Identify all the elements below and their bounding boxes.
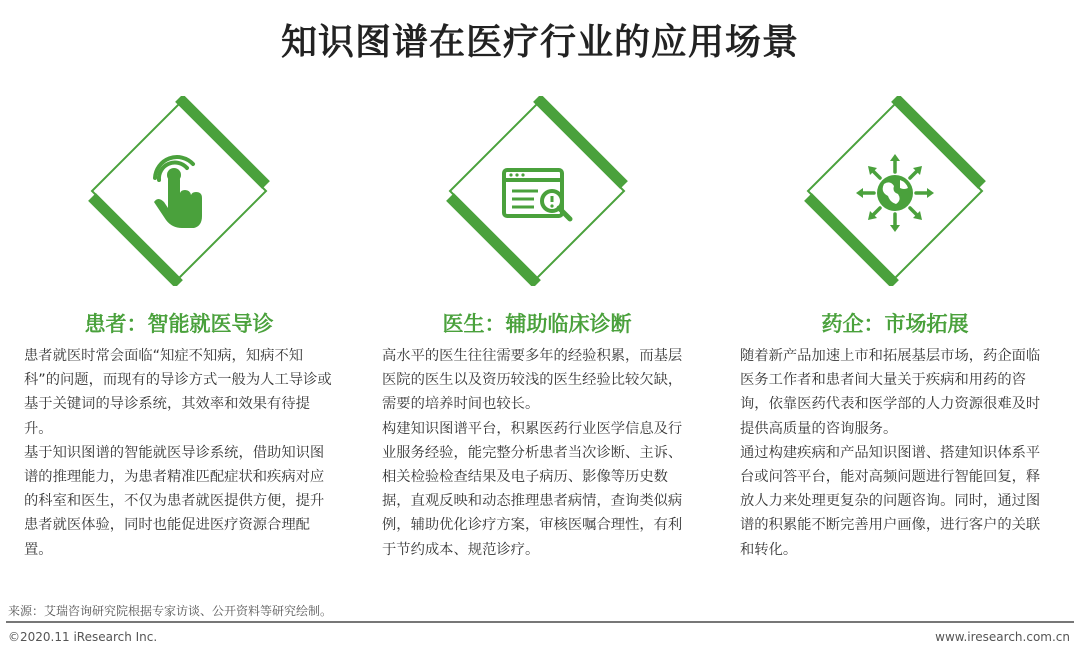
globe-expand-icon [800,96,990,286]
card-paragraph: 随着新产品加速上市和拓展基层市场，药企面临医务工作者和患者间大量关于疾病和用药的咨询，依靠医药代表和医学部的人力资源很难及时提供高质量的咨询服务。 [740,348,1041,437]
copyright: ©2020.11 iResearch Inc. [8,630,158,644]
diamond-frame [442,96,632,286]
card-paragraph: 患者就医时常会面临“知症不知病，知病不知科”的问题，而现有的导诊方式一般为人工导诊或基于关键词的导诊系统，其效率和效果有待提升。 [24,348,332,437]
card-pharma [730,96,1060,562]
page-title: 知识图谱在医疗行业的应用场景 [280,22,799,63]
web-search-icon [442,96,632,286]
diamond-frame [84,96,274,286]
hand-touch-icon [84,96,274,286]
card-patient [14,96,344,562]
website-link[interactable]: www.iresearch.com.cn [935,630,1070,644]
card-paragraph: 通过构建疾病和产品知识图谱、搭建知识体系平台或问答平台，能对高频问题进行智能回复，释放人力来处理更复杂的问题咨询。同时，通过图谱的积累能不断完善用户画像，进行客户的关联和转化。 [740,444,1041,558]
divider [6,621,1074,623]
card-doctor [372,96,702,562]
card-paragraph: 构建知识图谱平台，积累医药行业医学信息及行业服务经验，能完整分析患者当次诊断、主诉、相关检验检查结果及电子病历、影像等历史数据，直观反映和动态推理患者病情，查询类似病例，辅助优化诊疗方案，审核医嘱合理性，有利于节约成本、规范诊疗。 [382,420,683,558]
card-body [372,344,702,562]
card-title: 患者：智能就医导诊 [84,312,274,336]
card-body [730,344,1060,562]
card-paragraph: 基于知识图谱的智能就医导诊系统，借助知识图谱的推理能力，为患者精准匹配症状和疾病对应的科室和医生，不仅为患者就医提供方便，提升患者就医体验，同时也能促进医疗资源合理配置。 [24,444,325,558]
source-note: 来源：艾瑞咨询研究院根据专家访谈、公开资料等研究绘制。 [8,604,333,618]
card-paragraph: 高水平的医生往往需要多年的经验积累，而基层医院的医生以及资历较浅的医生经验比较欠缺，需要的培养时间也较长。 [382,348,683,413]
diamond-frame [800,96,990,286]
card-body [14,344,344,562]
card-title: 医生：辅助临床诊断 [442,312,632,336]
card-title: 药企：市场拓展 [821,312,969,336]
